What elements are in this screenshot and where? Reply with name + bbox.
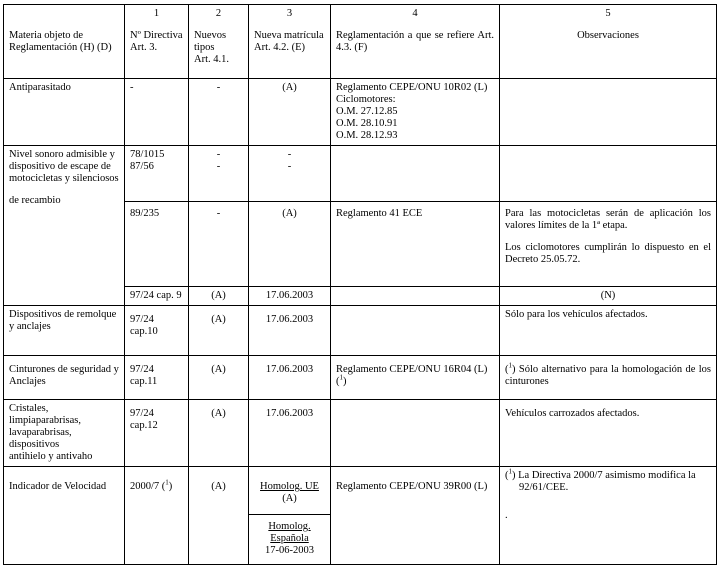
directiva-cell: 89/235 [125, 202, 189, 287]
footnote-open: ( [505, 470, 509, 481]
header-nuevos-tipos [189, 27, 249, 79]
matricula-line: - [287, 149, 292, 160]
subject-line: lavaparabrisas, dispositivos [9, 427, 72, 450]
homolog-ue-label: Homolog. UE [260, 481, 319, 492]
observaciones-cell: (N) [500, 287, 717, 306]
footnote-mark: 1 [508, 467, 512, 476]
matricula-line: - [287, 161, 292, 172]
column-number-row [4, 5, 717, 27]
regulation-table [3, 4, 717, 565]
observaciones-text: Sólo alternativo para la homologación de los cinturones [505, 364, 711, 387]
observaciones-paragraph: Los ciclomotores cumplirán lo dispuesto en el Decreto 25.05.72. [505, 242, 711, 265]
nuevos-line: - [216, 161, 221, 172]
observaciones-cell [500, 356, 717, 400]
reglamentacion-cell [331, 306, 500, 356]
reglamentacion-line: Ciclomotores: [336, 94, 396, 105]
subject-cell: Indicador de Velocidad [4, 467, 125, 565]
footnote-close: ) [512, 364, 516, 375]
table-row-antiparasitado [4, 79, 717, 146]
footnote-open: ( [505, 364, 509, 375]
header-row [4, 27, 717, 79]
nuevos-tipos-cell [189, 146, 249, 202]
matricula-es-cell [249, 515, 331, 565]
nuevos-tipos-cell: (A) [189, 400, 249, 467]
header-subject [4, 27, 125, 79]
observaciones-cell [500, 146, 717, 202]
directiva-line: 78/1015 [130, 149, 165, 160]
header-reglamentacion: Reglamentación a que se refiere Art. 4.3. (F) [331, 27, 500, 79]
subject-cell [4, 400, 125, 467]
directiva-cell: 97/24 cap.11 [125, 356, 189, 400]
directiva-text-end: ) [168, 481, 173, 492]
matricula-cell [249, 146, 331, 202]
footnote-mark: 1 [339, 373, 343, 382]
subject-line: Anclajes [9, 376, 46, 387]
nuevos-tipos-cell: - [189, 202, 249, 287]
matricula-ue-cell [249, 467, 331, 515]
observaciones-text: La Directiva 2000/7 asimismo modifica la [515, 470, 696, 481]
subject-cell [4, 306, 125, 356]
column-number-4: 4 [331, 5, 500, 27]
subject-line: y anclajes [9, 321, 51, 332]
subject-cell-nivel-sonoro [4, 146, 125, 306]
nuevos-line: - [216, 149, 221, 160]
nuevos-tipos-cell: (A) [189, 306, 249, 356]
subject-line: Dispositivos de remolque [9, 309, 117, 320]
reglamentacion-line: O.M. 28.10.91 [336, 118, 398, 129]
subject-cell [4, 356, 125, 400]
reglamentacion-cell [331, 146, 500, 202]
matricula-cell: 17.06.2003 [249, 306, 331, 356]
directiva-cell [125, 146, 189, 202]
matricula-cell: (A) [249, 202, 331, 287]
matricula-cell: (A) [249, 79, 331, 146]
header-directiva-line: Art. 3. [130, 41, 158, 53]
nuevos-tipos-cell: (A) [189, 356, 249, 400]
reglamentacion-cell [331, 356, 500, 400]
table-row-cinturones [4, 356, 717, 400]
footnote-mark: 1 [508, 361, 512, 370]
header-matricula-line: Art. 4.2. (E) [254, 41, 306, 53]
observaciones-cell: Vehículos carrozados afectados. [500, 400, 717, 467]
homolog-ue-value: (A) [282, 493, 297, 504]
nuevos-tipos-cell: (A) [189, 467, 249, 565]
reglamentacion-cell [331, 287, 500, 306]
directiva-text: 2000/7 ( [130, 481, 166, 492]
column-number-1: 1 [125, 5, 189, 27]
homolog-es-label: Española [270, 533, 309, 544]
subject-line: de recambio [9, 195, 61, 206]
directiva-cell [125, 467, 189, 565]
header-matricula-line: Nueva matrícula [254, 29, 324, 41]
observaciones-cell [500, 467, 717, 565]
subject-line: motocicletas y silenciosos [9, 173, 119, 184]
matricula-cell: 17.06.2003 [249, 400, 331, 467]
reglamentacion-line: Reglamento CEPE/ONU 10R02 (L) [336, 82, 488, 93]
homolog-es-value: 17-06-2003 [265, 545, 314, 556]
footnote-close: ) [512, 470, 516, 481]
table-row-velocidad-1 [4, 467, 717, 515]
reglamentacion-cell: Reglamento CEPE/ONU 39R00 (L) [331, 467, 500, 565]
observaciones-dot: . [505, 510, 508, 521]
subject-line: Cristales, limpiaparabrisas, [9, 403, 82, 426]
header-directiva [125, 27, 189, 79]
column-number-5: 5 [500, 5, 717, 27]
reglamentacion-text: Reglamento CEPE/ONU 16R04 (L)( [336, 364, 488, 387]
subject-line: Cinturones de seguridad y [9, 364, 119, 375]
reglamentacion-cell: Reglamento 41 ECE [331, 202, 500, 287]
reglamentacion-cell [331, 400, 500, 467]
header-nuevos-line: Nuevos tipos [194, 29, 227, 53]
directiva-cell: - [125, 79, 189, 146]
observaciones-line: 92/61/CEE. [519, 482, 569, 493]
observaciones-cell [500, 79, 717, 146]
table-row-nivel-sonoro-1 [4, 146, 717, 202]
matricula-cell: 17.06.2003 [249, 356, 331, 400]
header-observaciones: Observaciones [500, 27, 717, 79]
table-row-cristales [4, 400, 717, 467]
reglamentacion-line: O.M. 27.12.85 [336, 106, 398, 117]
subject-line: antihielo y antivaho [9, 451, 93, 462]
subject-line: dispositivo de escape de [9, 161, 111, 172]
header-subject-line: Reglamentación (H) (D) [9, 41, 112, 53]
header-directiva-line: Nº Directiva [130, 29, 183, 41]
subject-number-cell [4, 5, 125, 27]
table-row-remolque [4, 306, 717, 356]
header-nuevos-line: Art. 4.1. [194, 53, 229, 65]
reglamentacion-text-end: ) [343, 376, 347, 387]
reglamentacion-cell [331, 79, 500, 146]
subject-cell: Antiparasitado [4, 79, 125, 146]
nuevos-tipos-cell: (A) [189, 287, 249, 306]
observaciones-line [505, 467, 711, 482]
observaciones-cell: Sólo para los vehículos afectados. [500, 306, 717, 356]
directiva-cell: 97/24 cap.10 [125, 306, 189, 356]
column-number-3: 3 [249, 5, 331, 27]
observaciones-paragraph: Para las motocicletas serán de aplicación los valores límites de la 1ª etapa. [505, 208, 711, 231]
column-number-2: 2 [189, 5, 249, 27]
directiva-line: 87/56 [130, 161, 154, 172]
directiva-cell: 97/24 cap.12 [125, 400, 189, 467]
subject-line: Nivel sonoro admisible y [9, 149, 115, 160]
matricula-cell: 17.06.2003 [249, 287, 331, 306]
header-nueva-matricula [249, 27, 331, 79]
directiva-cell: 97/24 cap. 9 [125, 287, 189, 306]
homolog-es-label: Homolog. [268, 521, 311, 532]
header-subject-line: Materia objeto de [9, 29, 84, 41]
nuevos-tipos-cell: - [189, 79, 249, 146]
observaciones-cell [500, 202, 717, 287]
reglamentacion-line: O.M. 28.12.93 [336, 130, 398, 141]
footnote-mark: 1 [165, 478, 169, 487]
